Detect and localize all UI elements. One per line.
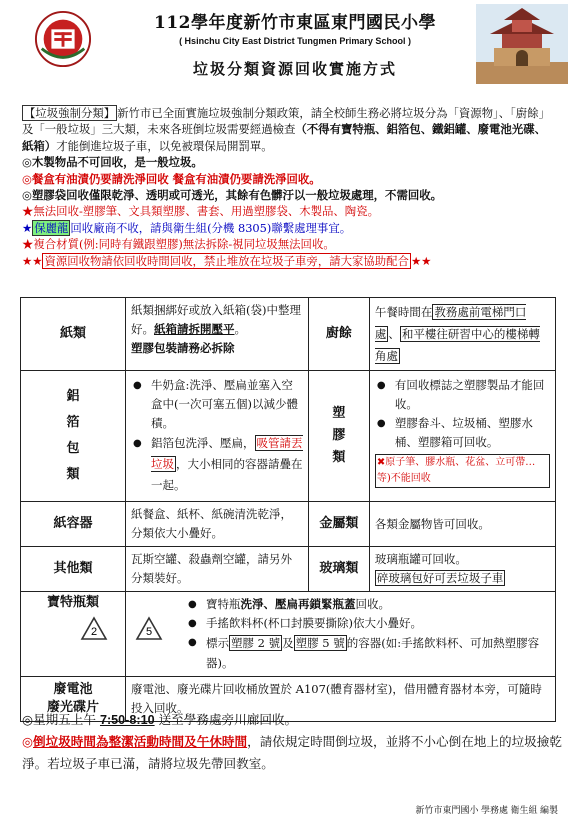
category-aluminum-pack — [21, 371, 126, 502]
school-name-en: ( Hsinchu City East District Tungmen Primary School ) — [179, 36, 411, 46]
collection-text: ◎星期五上午 — [22, 712, 100, 727]
paper-bold: 塑膠包裝請務必拆除 — [131, 341, 235, 355]
table-row — [21, 592, 556, 677]
plastic-label: 塑膠類 — [332, 406, 346, 465]
east-gate-tower-image — [476, 4, 568, 84]
category-metal: 金屬類 — [308, 502, 369, 547]
collection-time: 7:50-8:10 — [99, 713, 155, 727]
composite-note: ★複合材質(例:同時有鐵跟塑膠)無法拆除-視同垃圾無法回收。 — [22, 237, 335, 252]
recycle-codes — [66, 616, 176, 642]
recycle-code-5-icon — [135, 616, 163, 642]
plastic-instructions — [369, 371, 555, 502]
list-item: ● 牛奶盒:洗淨、壓扁並塞入空盒中(一次可塞五個)以減少體積。 — [151, 376, 303, 433]
star-mark: ★★ — [22, 253, 43, 268]
recycle-code-2: 2 — [90, 626, 97, 638]
footer-notes — [22, 709, 562, 775]
intro-bold: （不得有寶特瓶、鋁箔包、鐵鋁罐、廢電池光碟、紙箱） — [22, 122, 546, 153]
trash-time: 倒垃圾時間為整潔活動時間及午休時間 — [33, 734, 248, 749]
bullet-mark: ◎ — [22, 734, 33, 749]
glass-instructions — [369, 547, 555, 592]
recycling-table — [20, 297, 556, 722]
cd-label: 廢光碟片 — [46, 700, 99, 715]
alu-text: 鋁箔包洗淨、壓扁， — [151, 436, 255, 450]
list-item: ● 有回收標誌之塑膠製品才能回收。 — [395, 376, 550, 414]
metal-instructions: 各類金屬物皆可回收。 — [369, 502, 555, 547]
collection-time-note — [22, 709, 562, 731]
table-row — [21, 371, 556, 502]
straw-note: 吸管請丟垃圾 — [151, 436, 303, 471]
food-location-2: 和平樓往研習中心的樓梯轉角處 — [374, 327, 540, 363]
list-item — [206, 633, 550, 673]
table-row — [21, 298, 556, 371]
paper-text: 紙類捆綁好或放入紙箱(袋)中整理好。 — [131, 303, 301, 336]
pet-tail: 回收。 — [355, 597, 390, 611]
food-waste-instructions — [369, 298, 555, 371]
credit-line: 新竹市東門國小 學務處 衛生組 編製 — [415, 805, 558, 815]
food-sep: 、 — [388, 327, 400, 341]
plastic-5-box: 塑膠 5 號 — [295, 636, 345, 650]
stacking-box: 資源回收物請依回收時間回收，禁止堆放在垃圾子車旁，請大家協助配合 — [44, 253, 409, 268]
trash-time-note — [22, 731, 562, 775]
non-recyclable-note: ★無法回收-塑膠筆、文具類塑膠、書套、用過塑膠袋、木製品、陶瓷。 — [22, 204, 379, 219]
category-paper: 紙類 — [21, 298, 126, 371]
paper-instructions — [126, 298, 309, 371]
list-item: ● 塑膠畚斗、垃圾桶、塑膠水桶、塑膠箱可回收。 — [395, 414, 550, 452]
battery-instructions: 廢電池、廢光碟片回收桶放置於 A107(體育器材室)，借用體育器材本旁，可隨時投入回收。 — [126, 677, 556, 722]
recycle-code-2-icon — [80, 616, 108, 642]
battery-label: 廢電池 — [53, 682, 93, 697]
stacking-note — [22, 253, 554, 269]
star-mark: ★★ — [410, 253, 432, 268]
plastic-2-box: 塑膠 2 號 — [231, 636, 281, 650]
paper-end: 。 — [234, 322, 246, 336]
school-emblem-icon — [34, 10, 92, 68]
plastic-exclusion: ✖原子筆、膠水瓶、花盆、立可帶…等)不能回收 — [375, 454, 550, 488]
styrofoam-text: 回收廠商不收，請與衛生組(分機 8305)聯繫處理事宜。 — [70, 220, 352, 235]
food-text: 午餐時間在 — [374, 305, 433, 319]
pet-label: 寶特瓶類 — [46, 595, 99, 610]
trash-tail: ，請依規定時間倒垃圾，並將不小心倒在地上的垃圾撿乾淨。若垃圾子車已滿，請將垃圾先帶回教室。 — [22, 734, 562, 771]
pet-text: 寶特瓶 — [206, 597, 241, 611]
page-title: 垃圾分類資源回收實施方式 — [192, 60, 397, 78]
pet-instructions — [90, 592, 556, 677]
header — [0, 0, 578, 104]
pet-bold: 洗淨、壓扁再鎖緊瓶蓋 — [240, 597, 356, 611]
intro-tail: 才能倒進垃圾子車，以免被環保局開罰單。 — [56, 138, 273, 153]
aluminum-instructions — [126, 371, 309, 502]
wood-note: ◎木製物品不可回收，是一般垃圾。 — [22, 155, 203, 170]
star-mark: ★ — [22, 220, 33, 235]
list-item — [151, 433, 303, 496]
category-other: 其他類 — [21, 547, 126, 592]
pet-tail: 的容器(如:手搖飲料杯、可加熱塑膠容器)。 — [206, 636, 540, 670]
list-item: ● 手搖飲料杯(杯口封膜要撕除)依大小疊好。 — [206, 614, 550, 633]
paper-underline: 紙箱請拆開壓平 — [154, 322, 235, 336]
collection-tail: 送至學務處旁川廊回收。 — [154, 712, 298, 727]
policy-tag: 【垃圾強制分類】 — [24, 106, 116, 120]
lunchbox-note: ◎餐盒有油漬仍要請洗淨回收 餐盒有油漬仍要請洗淨回收。 — [22, 171, 321, 186]
table-row — [21, 502, 556, 547]
recycle-code-5: 5 — [145, 626, 152, 638]
food-location-1: 教務處前電梯門口處 — [374, 305, 527, 341]
glass-box: 碎玻璃包好可丟垃圾子車 — [376, 571, 504, 585]
category-food-waste: 廚餘 — [308, 298, 369, 371]
intro-section — [22, 105, 554, 269]
other-instructions: 瓦斯空罐、殺蟲劑空罐，請另外分類裝好。 — [126, 547, 309, 592]
container-instructions: 紙餐盒、紙杯、紙碗清洗乾淨，分類依大小疊好。 — [126, 502, 309, 547]
aluminum-label: 鋁箔包類 — [66, 389, 80, 482]
intro-text: 新竹市已全面實施垃圾強制分類政策，請全校師生務必將垃圾分為「資源物」、「廚餘」及「一般垃圾」三大類，未來各班倒垃圾需要經過檢查 — [22, 106, 550, 137]
category-plastic — [308, 371, 369, 502]
pet-and: 及 — [282, 636, 294, 650]
pet-text: 標示 — [206, 636, 229, 650]
table-row — [21, 547, 556, 592]
category-paper-container: 紙容器 — [21, 502, 126, 547]
list-item — [206, 595, 550, 614]
intro-paragraph — [22, 105, 554, 154]
styrofoam-highlight: 保麗龍 — [34, 220, 69, 235]
alu-tail: ，大小相同的容器請疊在一起。 — [151, 457, 303, 492]
category-glass: 玻璃類 — [308, 547, 369, 592]
glass-text: 玻璃瓶罐可回收。 — [374, 552, 467, 566]
plastic-bag-note: ◎塑膠袋回收僅限乾淨、透明或可透光，其餘有色髒汙以一般垃圾處理，不需回收。 — [22, 188, 443, 203]
school-name: 112學年度新竹市東區東門國民小學 — [154, 13, 436, 33]
styrofoam-note — [22, 220, 554, 236]
